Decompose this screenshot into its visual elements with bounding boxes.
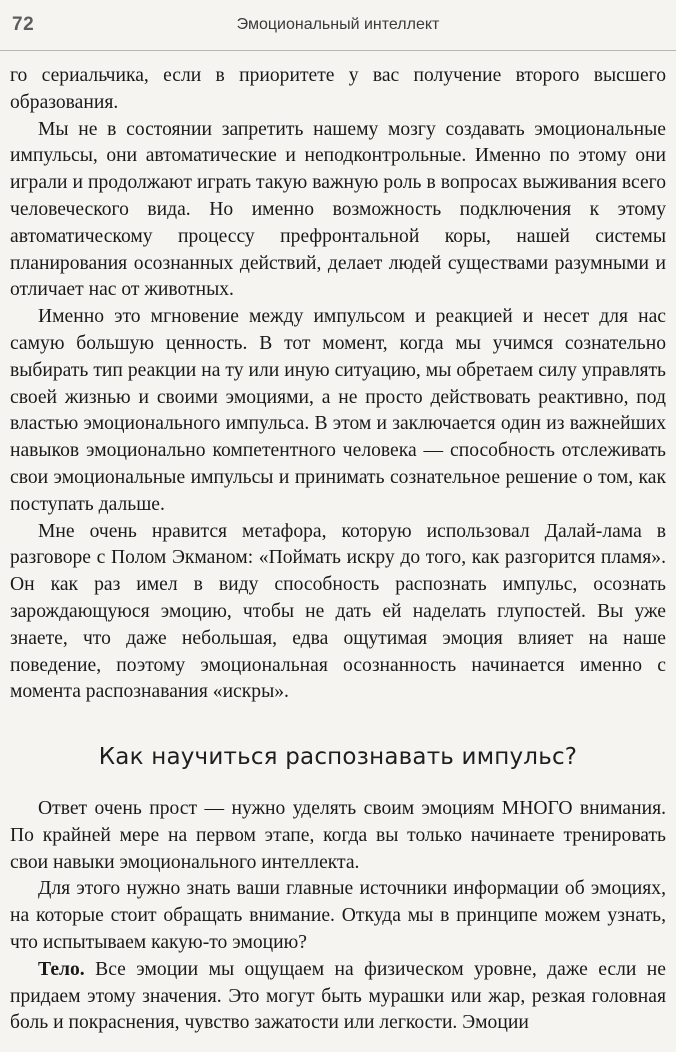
paragraph-continuation: го сериальчика, если в приоритете у вас получение второго высшего образования. bbox=[10, 65, 666, 113]
paragraph: Для этого нужно знать ваши главные источники информации об эмоциях, на которые стоит обращать внимание. Откуда мы в принципе можем узнать, что испытываем какую-то эмоцию? bbox=[10, 878, 666, 953]
running-title: Эмоциональный интеллект bbox=[236, 16, 440, 33]
section-heading: Как научиться распознавать импульс? bbox=[98, 744, 578, 770]
paragraph: Именно это мгновение между импульсом и реакцией и несет для нас самую большую ценность. В тот момент, когда мы учимся сознательно выбирать тип реакции на ту или иную ситуацию, мы обретаем силу управлять своей жизнью и своими эмоциями, а не просто действовать реактивно, под властью эмоционального импульса. В этом и заключается один из важнейших навыков эмоционально компетентного человека — способность отслеживать свои эмоциональные импульсы и принимать сознательное решение о том, как поступать дальше. bbox=[10, 306, 666, 515]
paragraph: Мы не в состоянии запретить нашему мозгу создавать эмоциональные импульсы, они автоматические и неподконтрольные. Именно по этому они играли и продолжают играть такую важную роль в вопросах выживания всего человеческого вида. Но именно возможность подключения к этому автоматическому процессу префронтальной коры, нашей системы планирования осознанных действий, делает людей существами разумными и отличает нас от животных. bbox=[10, 118, 666, 301]
body-text-top bbox=[10, 63, 666, 706]
paragraph: Ответ очень прост — нужно уделять своим эмоциям МНОГО внимания. По крайней мере на первом этапе, когда вы только начинаете тренировать свои навыки эмоционального интеллекта. bbox=[10, 798, 666, 873]
lead-term: Тело. bbox=[38, 958, 85, 980]
paragraph-body bbox=[10, 957, 666, 1037]
page-number: 72 bbox=[12, 14, 35, 35]
paragraph-text: Все эмоции мы ощущаем на физическом уровне, даже если не придаем этому значения. Это могут быть мурашки или жар, резкая головная боль и покраснения, чувство зажатости или легкости. Эмоции bbox=[10, 958, 666, 1034]
header-divider bbox=[0, 50, 676, 51]
body-text-bottom bbox=[10, 796, 666, 1037]
paragraph: Мне очень нравится метафора, которую использовал Далай-лама в разговоре с Полом Экманом: «Поймать искру до того, как разгорится пламя». Он как раз имел в виду способность распознать импульс, осознать зарождающуюся эмоцию, чтобы не дать ей наделать глупостей. Вы уже знаете, что даже небольшая, едва ощутимая эмоция влияет на наше поведение, поэтому эмоциональная осознанность начинается именно с момента распознавания «искры». bbox=[10, 520, 666, 703]
